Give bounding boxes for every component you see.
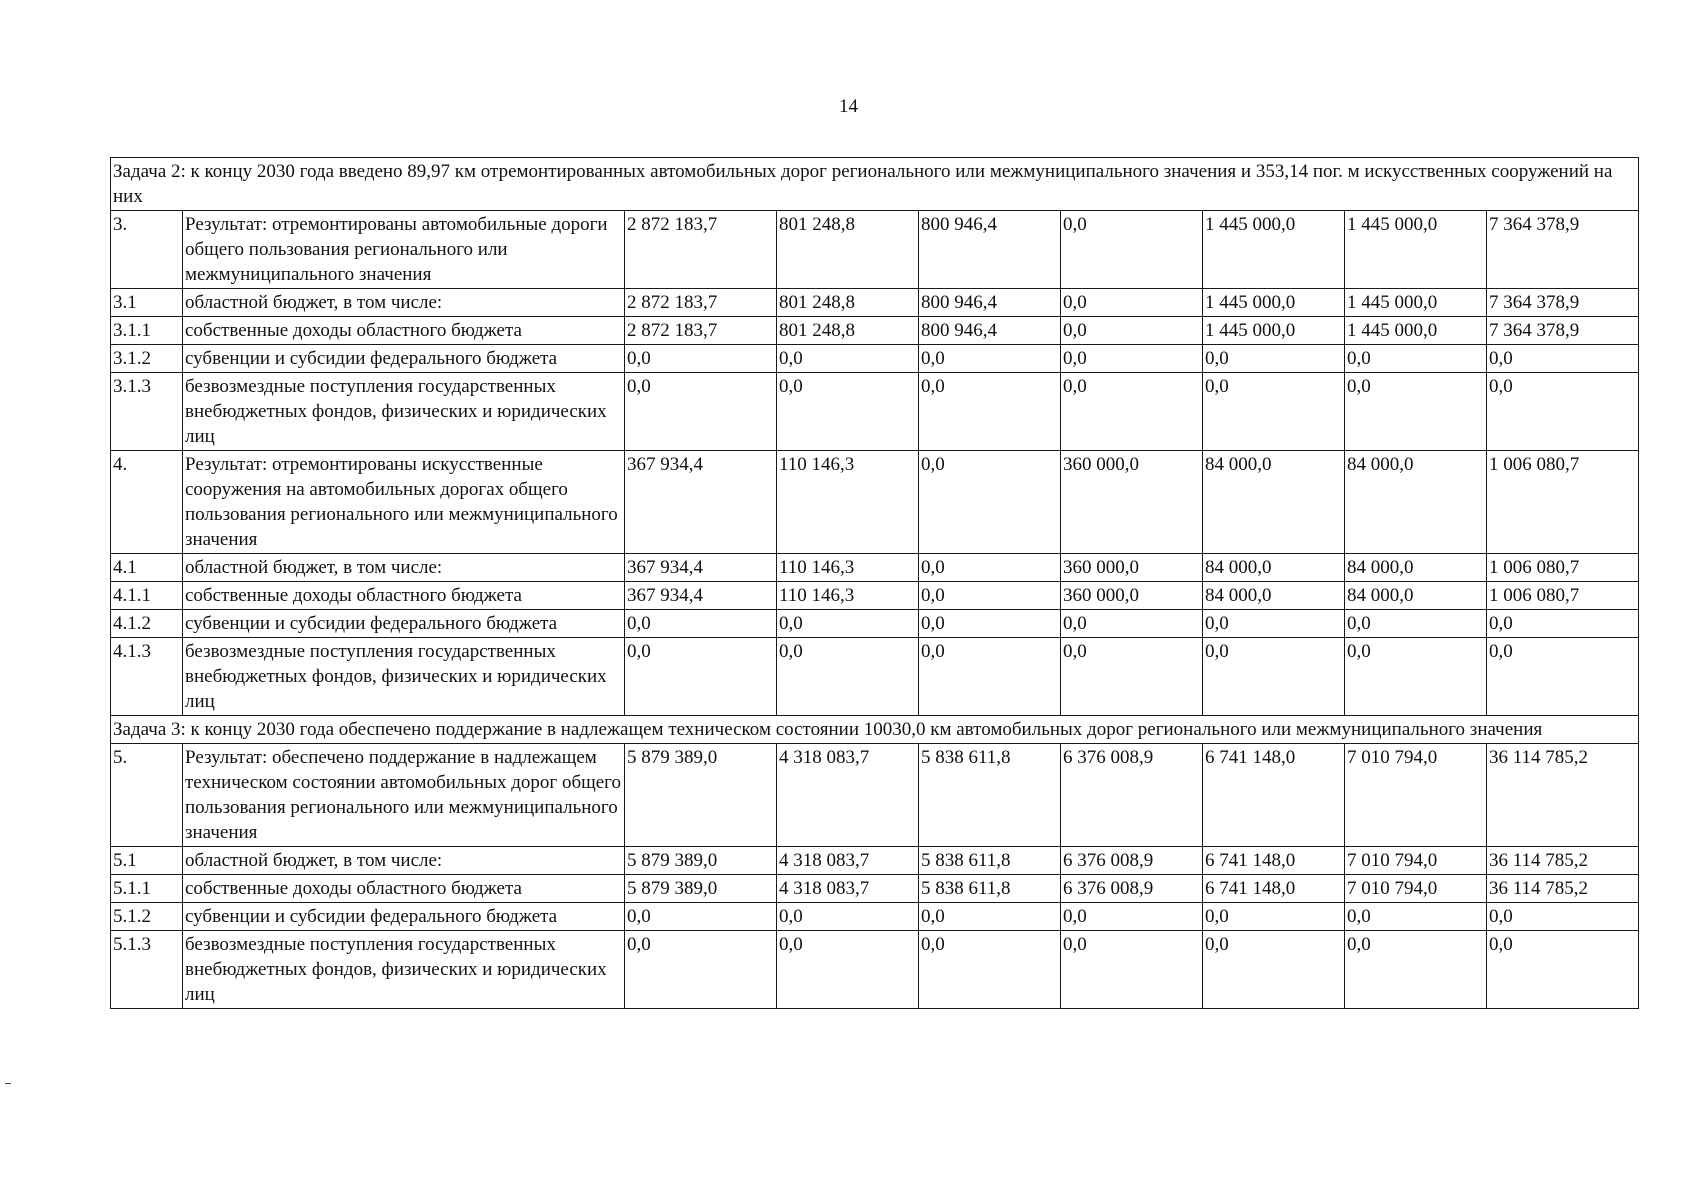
value-cell: 7 364 378,9 [1487,211,1639,289]
value-cell: 0,0 [1061,638,1203,716]
row-description: субвенции и субсидии федерального бюджета [183,610,625,638]
value-cell: 36 114 785,2 [1487,875,1639,903]
value-cell: 0,0 [1487,903,1639,931]
value-cell: 801 248,8 [777,317,919,345]
value-cell: 5 838 611,8 [919,875,1061,903]
value-cell: 0,0 [777,373,919,451]
value-cell: 0,0 [1345,373,1487,451]
value-cell: 0,0 [1203,610,1345,638]
value-cell: 0,0 [625,903,777,931]
table-row [111,289,1639,317]
value-cell: 0,0 [777,638,919,716]
value-cell: 0,0 [1203,931,1345,1009]
value-cell: 367 934,4 [625,554,777,582]
value-cell: 0,0 [777,345,919,373]
row-description: Результат: отремонтированы автомобильные дороги общего пользования регионального или межмуниципального значения [183,211,625,289]
value-cell: 0,0 [1345,638,1487,716]
row-code: 3.1.1 [111,317,183,345]
table-row [111,373,1639,451]
value-cell: 4 318 083,7 [777,847,919,875]
value-cell: 801 248,8 [777,289,919,317]
row-code: 5.1.1 [111,875,183,903]
table-row [111,847,1639,875]
task-row [111,716,1639,744]
table-row [111,903,1639,931]
table-row [111,875,1639,903]
value-cell: 7 364 378,9 [1487,289,1639,317]
value-cell: 36 114 785,2 [1487,847,1639,875]
value-cell: 0,0 [1487,373,1639,451]
task-heading: Задача 2: к концу 2030 года введено 89,97 км отремонтированных автомобильных дорог регионального или межмуниципального значения и 353,14 пог. м искусственных сооружений на них [111,158,1639,211]
row-code: 3.1.3 [111,373,183,451]
task-heading: Задача 3: к концу 2030 года обеспечено поддержание в надлежащем техническом состоянии 10030,0 км автомобильных дорог регионального или межмуниципального значения [111,716,1639,744]
table-row [111,345,1639,373]
value-cell: 0,0 [1487,638,1639,716]
row-code: 4.1.2 [111,610,183,638]
value-cell: 367 934,4 [625,582,777,610]
row-description: областной бюджет, в том числе: [183,847,625,875]
value-cell: 2 872 183,7 [625,211,777,289]
value-cell: 0,0 [919,373,1061,451]
value-cell: 6 741 148,0 [1203,847,1345,875]
value-cell: 0,0 [1345,610,1487,638]
table-row [111,554,1639,582]
value-cell: 6 376 008,9 [1061,744,1203,847]
value-cell: 7 010 794,0 [1345,847,1487,875]
table-body [111,158,1639,1009]
value-cell: 0,0 [1345,903,1487,931]
value-cell: 0,0 [1061,903,1203,931]
value-cell: 84 000,0 [1203,554,1345,582]
value-cell: 84 000,0 [1203,582,1345,610]
row-description: субвенции и субсидии федерального бюджета [183,903,625,931]
value-cell: 0,0 [919,931,1061,1009]
row-code: 5. [111,744,183,847]
value-cell: 0,0 [919,451,1061,554]
value-cell: 5 879 389,0 [625,847,777,875]
page-number: 14 [839,96,858,117]
value-cell: 36 114 785,2 [1487,744,1639,847]
row-description: Результат: обеспечено поддержание в надлежащем техническом состоянии автомобильных дорог общего пользования регионального или межмуниципального значения [183,744,625,847]
row-description: собственные доходы областного бюджета [183,317,625,345]
row-code: 5.1.2 [111,903,183,931]
value-cell: 110 146,3 [777,451,919,554]
row-description: областной бюджет, в том числе: [183,554,625,582]
value-cell: 0,0 [1203,903,1345,931]
row-description: безвозмездные поступления государственных внебюджетных фондов, физических и юридических лиц [183,373,625,451]
value-cell: 0,0 [625,345,777,373]
value-cell: 0,0 [919,345,1061,373]
value-cell: 801 248,8 [777,211,919,289]
value-cell: 0,0 [1061,345,1203,373]
value-cell: 2 872 183,7 [625,289,777,317]
value-cell: 1 445 000,0 [1345,317,1487,345]
value-cell: 5 879 389,0 [625,875,777,903]
row-code: 4.1.1 [111,582,183,610]
value-cell: 0,0 [1487,345,1639,373]
row-description: собственные доходы областного бюджета [183,875,625,903]
value-cell: 0,0 [1061,931,1203,1009]
table-row [111,582,1639,610]
value-cell: 0,0 [625,610,777,638]
value-cell: 0,0 [1061,373,1203,451]
value-cell: 0,0 [1061,211,1203,289]
value-cell: 84 000,0 [1345,554,1487,582]
value-cell: 0,0 [1345,345,1487,373]
value-cell: 0,0 [625,638,777,716]
value-cell: 7 364 378,9 [1487,317,1639,345]
value-cell: 1 006 080,7 [1487,451,1639,554]
row-code: 4. [111,451,183,554]
row-code: 4.1 [111,554,183,582]
table-row [111,638,1639,716]
row-code: 5.1.3 [111,931,183,1009]
value-cell: 84 000,0 [1345,582,1487,610]
table-row [111,451,1639,554]
row-description: безвозмездные поступления государственных внебюджетных фондов, физических и юридических лиц [183,638,625,716]
value-cell: 2 872 183,7 [625,317,777,345]
table-row [111,744,1639,847]
value-cell: 0,0 [919,903,1061,931]
value-cell: 6 376 008,9 [1061,847,1203,875]
value-cell: 0,0 [919,554,1061,582]
value-cell: 367 934,4 [625,451,777,554]
value-cell: 0,0 [777,903,919,931]
value-cell: 800 946,4 [919,211,1061,289]
value-cell: 0,0 [1061,289,1203,317]
value-cell: 1 445 000,0 [1345,211,1487,289]
value-cell: 1 445 000,0 [1203,317,1345,345]
value-cell: 1 445 000,0 [1203,211,1345,289]
row-code: 5.1 [111,847,183,875]
value-cell: 4 318 083,7 [777,875,919,903]
value-cell: 0,0 [625,373,777,451]
row-code: 3.1.2 [111,345,183,373]
value-cell: 0,0 [1061,610,1203,638]
value-cell: 0,0 [1203,345,1345,373]
table-row [111,211,1639,289]
value-cell: 5 838 611,8 [919,847,1061,875]
value-cell: 0,0 [1345,931,1487,1009]
value-cell: 0,0 [777,610,919,638]
value-cell: 360 000,0 [1061,582,1203,610]
value-cell: 4 318 083,7 [777,744,919,847]
value-cell: 84 000,0 [1203,451,1345,554]
row-code: 3.1 [111,289,183,317]
value-cell: 0,0 [1203,638,1345,716]
value-cell: 360 000,0 [1061,554,1203,582]
value-cell: 800 946,4 [919,317,1061,345]
table-row [111,610,1639,638]
row-description: собственные доходы областного бюджета [183,582,625,610]
value-cell: 0,0 [919,638,1061,716]
row-description: областной бюджет, в том числе: [183,289,625,317]
row-description: Результат: отремонтированы искусственные сооружения на автомобильных дорогах общего пользования регионального или межмуниципального значения [183,451,625,554]
value-cell: 800 946,4 [919,289,1061,317]
value-cell: 110 146,3 [777,582,919,610]
row-code: 3. [111,211,183,289]
value-cell: 0,0 [625,931,777,1009]
table-row [111,931,1639,1009]
value-cell: 6 741 148,0 [1203,744,1345,847]
value-cell: 0,0 [919,582,1061,610]
value-cell: 0,0 [1487,931,1639,1009]
value-cell: 7 010 794,0 [1345,744,1487,847]
value-cell: 360 000,0 [1061,451,1203,554]
value-cell: 0,0 [1203,373,1345,451]
value-cell: 1 006 080,7 [1487,554,1639,582]
value-cell: 7 010 794,0 [1345,875,1487,903]
value-cell: 1 445 000,0 [1203,289,1345,317]
value-cell: 0,0 [777,931,919,1009]
value-cell: 6 376 008,9 [1061,875,1203,903]
value-cell: 6 741 148,0 [1203,875,1345,903]
value-cell: 84 000,0 [1345,451,1487,554]
task-row [111,158,1639,211]
value-cell: 0,0 [1487,610,1639,638]
value-cell: 0,0 [1061,317,1203,345]
row-description: субвенции и субсидии федерального бюджета [183,345,625,373]
value-cell: 5 838 611,8 [919,744,1061,847]
value-cell: 1 445 000,0 [1345,289,1487,317]
row-description: безвозмездные поступления государственных внебюджетных фондов, физических и юридических лиц [183,931,625,1009]
row-code: 4.1.3 [111,638,183,716]
value-cell: 0,0 [919,610,1061,638]
budget-table [110,157,1639,1009]
value-cell: 5 879 389,0 [625,744,777,847]
value-cell: 110 146,3 [777,554,919,582]
scan-mark [5,1083,11,1084]
value-cell: 1 006 080,7 [1487,582,1639,610]
table-row [111,317,1639,345]
